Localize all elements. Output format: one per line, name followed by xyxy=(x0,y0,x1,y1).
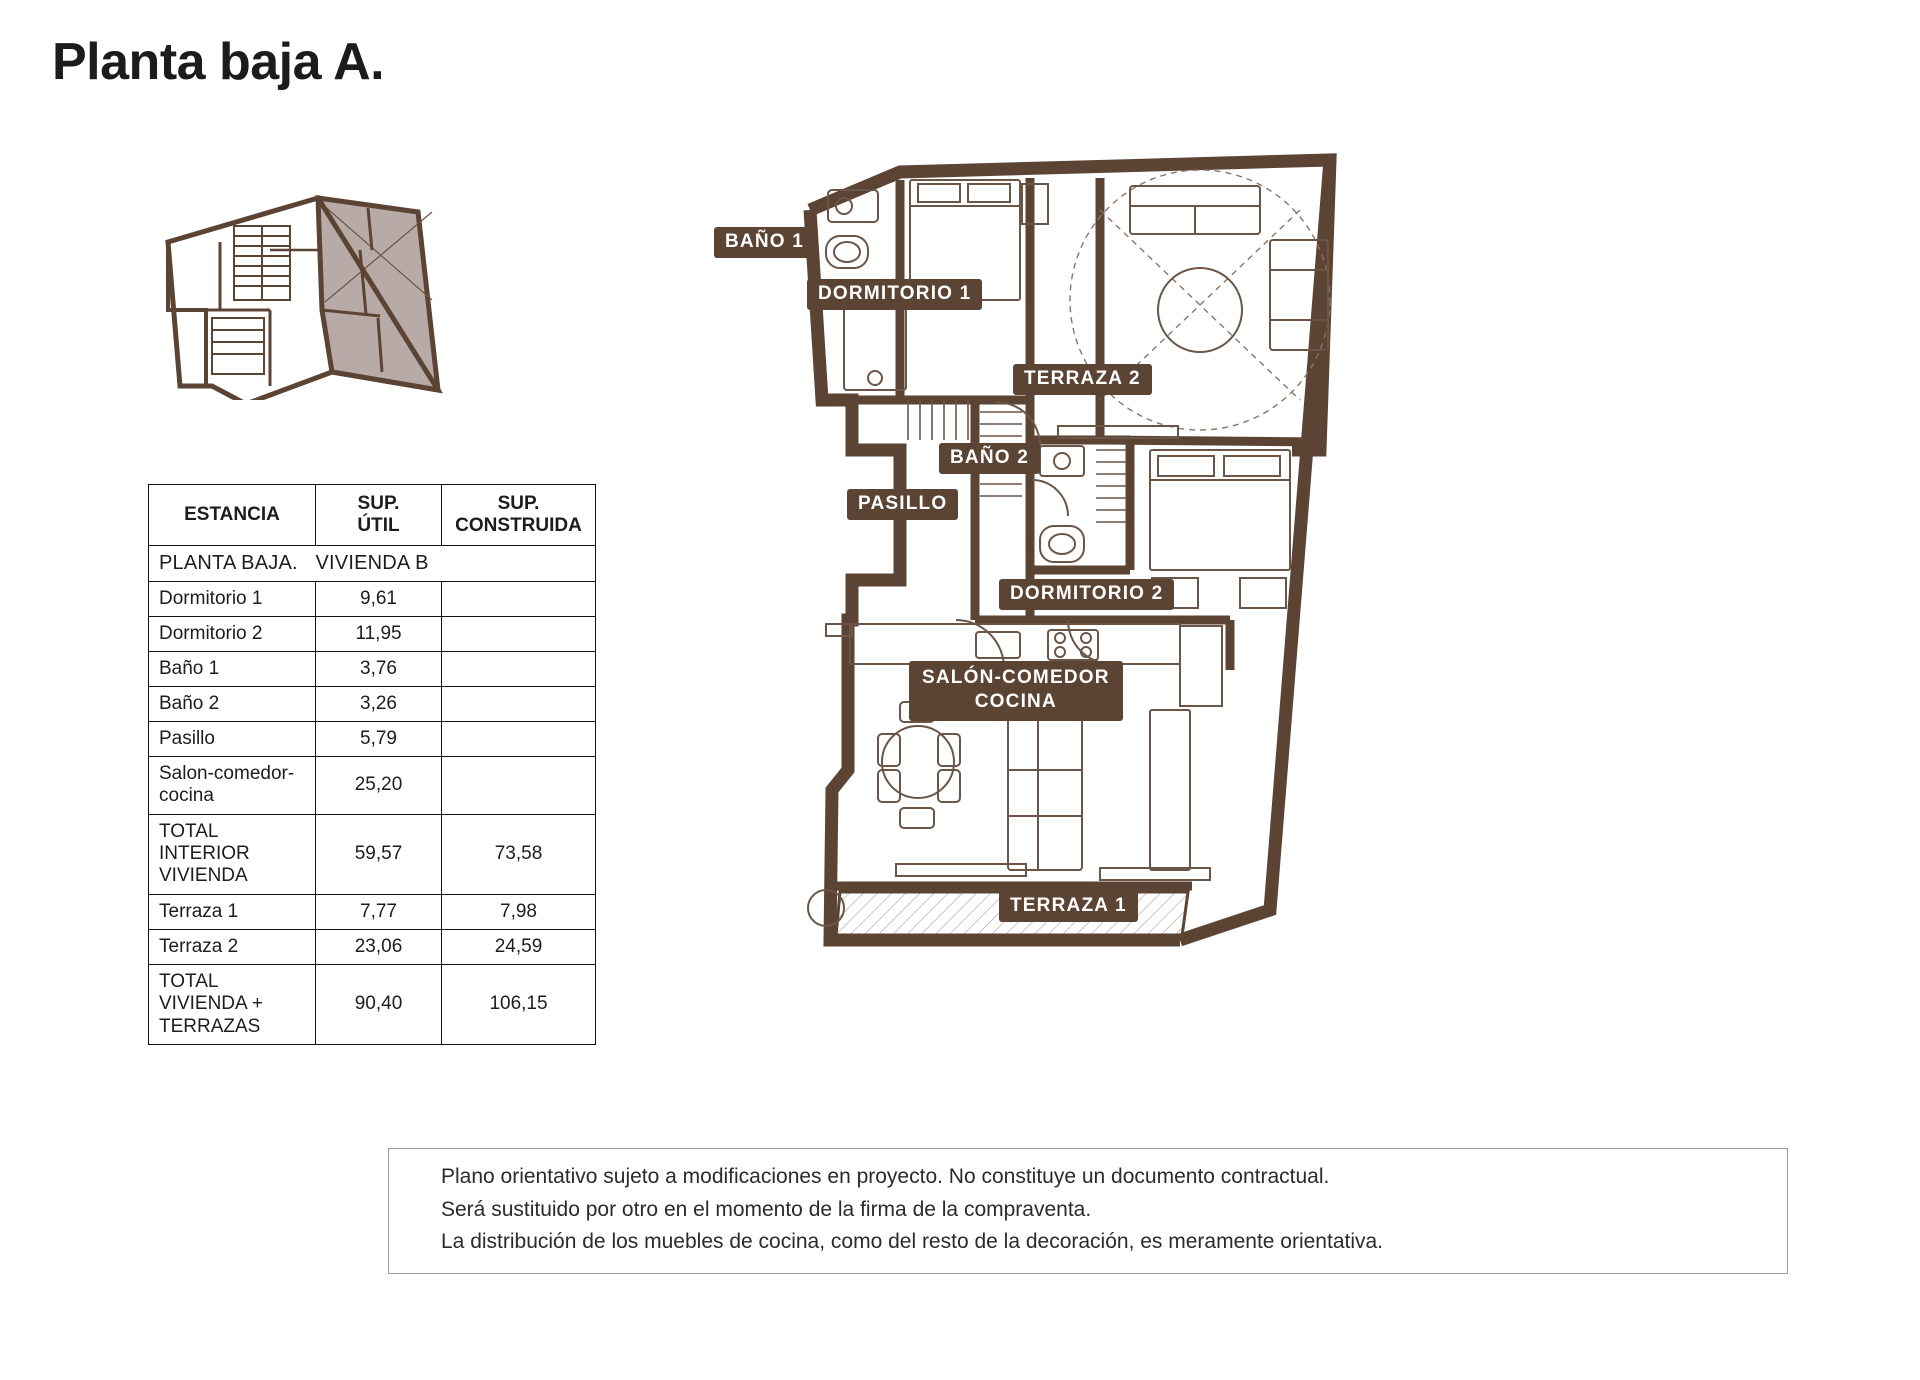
row-util: 7,77 xyxy=(315,894,441,929)
row-util: 25,20 xyxy=(315,756,441,814)
row-name: TOTAL VIVIENDA + TERRAZAS xyxy=(149,964,316,1044)
areas-table-wrapper xyxy=(148,484,596,1045)
floor-plan-svg xyxy=(800,150,1520,970)
header-sup-util xyxy=(315,485,441,546)
row-util: 11,95 xyxy=(315,616,441,651)
section-label-planta: PLANTA BAJA. xyxy=(149,545,316,581)
table-row xyxy=(149,721,596,756)
row-util: 3,76 xyxy=(315,651,441,686)
section-spacer xyxy=(442,545,596,581)
header-estancia: ESTANCIA xyxy=(149,485,316,546)
table-row-total-terrazas xyxy=(149,964,596,1044)
row-construida xyxy=(442,686,596,721)
disclaimer-line-3: La distribución de los muebles de cocina, como del resto de la decoración, es meramente orientativa. xyxy=(441,1230,1384,1254)
disclaimer-box xyxy=(388,1148,1788,1274)
disclaimer-line-1: Plano orientativo sujeto a modificaciones en proyecto. No constituye un documento contractual. xyxy=(441,1165,1330,1188)
room-label-terraza-1: TERRAZA 1 xyxy=(1000,892,1137,921)
row-name: Dormitorio 2 xyxy=(149,616,316,651)
row-name: Dormitorio 1 xyxy=(149,581,316,616)
row-name: Pasillo xyxy=(149,721,316,756)
row-name: Terraza 2 xyxy=(149,929,316,964)
header-sup-util-line1: SUP. xyxy=(357,493,400,514)
areas-table xyxy=(148,484,596,1045)
table-row xyxy=(149,894,596,929)
table-row-total-interior xyxy=(149,814,596,894)
table-row xyxy=(149,756,596,814)
room-label-terraza-2: TERRAZA 2 xyxy=(1014,365,1151,394)
room-label-bano-2: BAÑO 2 xyxy=(940,444,1039,473)
row-name: Baño 2 xyxy=(149,686,316,721)
row-construida: 73,58 xyxy=(442,814,596,894)
table-row xyxy=(149,616,596,651)
table-header-row xyxy=(149,485,596,546)
header-sup-construida xyxy=(442,485,596,546)
row-construida xyxy=(442,581,596,616)
table-row xyxy=(149,581,596,616)
room-label-salon-comedor-cocina xyxy=(910,662,1122,720)
row-construida: 106,15 xyxy=(442,964,596,1044)
row-construida xyxy=(442,756,596,814)
row-construida xyxy=(442,651,596,686)
page-title: Planta baja A. xyxy=(52,33,385,91)
floor-plan-drawing xyxy=(725,150,1520,970)
salon-label-line1: SALÓN-COMEDOR xyxy=(922,667,1110,688)
table-row xyxy=(149,651,596,686)
row-name: TOTAL INTERIOR VIVIENDA xyxy=(149,814,316,894)
header-sup-construida-line1: SUP. xyxy=(497,493,540,514)
row-construida xyxy=(442,616,596,651)
row-util: 59,57 xyxy=(315,814,441,894)
key-plan xyxy=(150,190,510,400)
row-util: 90,40 xyxy=(315,964,441,1044)
row-construida xyxy=(442,721,596,756)
row-name: Salon-comedor-cocina xyxy=(149,756,316,814)
room-label-pasillo: PASILLO xyxy=(848,490,957,519)
row-construida: 24,59 xyxy=(442,929,596,964)
row-util: 9,61 xyxy=(315,581,441,616)
header-sup-util-line2: ÚTIL xyxy=(357,514,400,536)
disclaimer-line-2: Será sustituido por otro en el momento de la firma de la compraventa. xyxy=(441,1197,1092,1221)
salon-label-line2: COCINA xyxy=(974,690,1057,712)
header-sup-construida-line2: CONSTRUIDA xyxy=(455,514,582,536)
room-label-dormitorio-2: DORMITORIO 2 xyxy=(1000,580,1173,609)
section-label-vivienda: VIVIENDA B xyxy=(315,545,441,581)
key-plan-drawing xyxy=(150,190,510,400)
room-label-dormitorio-1: DORMITORIO 1 xyxy=(808,280,981,309)
table-row xyxy=(149,929,596,964)
room-label-bano-1: BAÑO 1 xyxy=(715,228,814,257)
table-row xyxy=(149,686,596,721)
row-util: 5,79 xyxy=(315,721,441,756)
row-name: Terraza 1 xyxy=(149,894,316,929)
row-construida: 7,98 xyxy=(442,894,596,929)
row-util: 3,26 xyxy=(315,686,441,721)
row-name: Baño 1 xyxy=(149,651,316,686)
table-section-row xyxy=(149,545,596,581)
row-util: 23,06 xyxy=(315,929,441,964)
